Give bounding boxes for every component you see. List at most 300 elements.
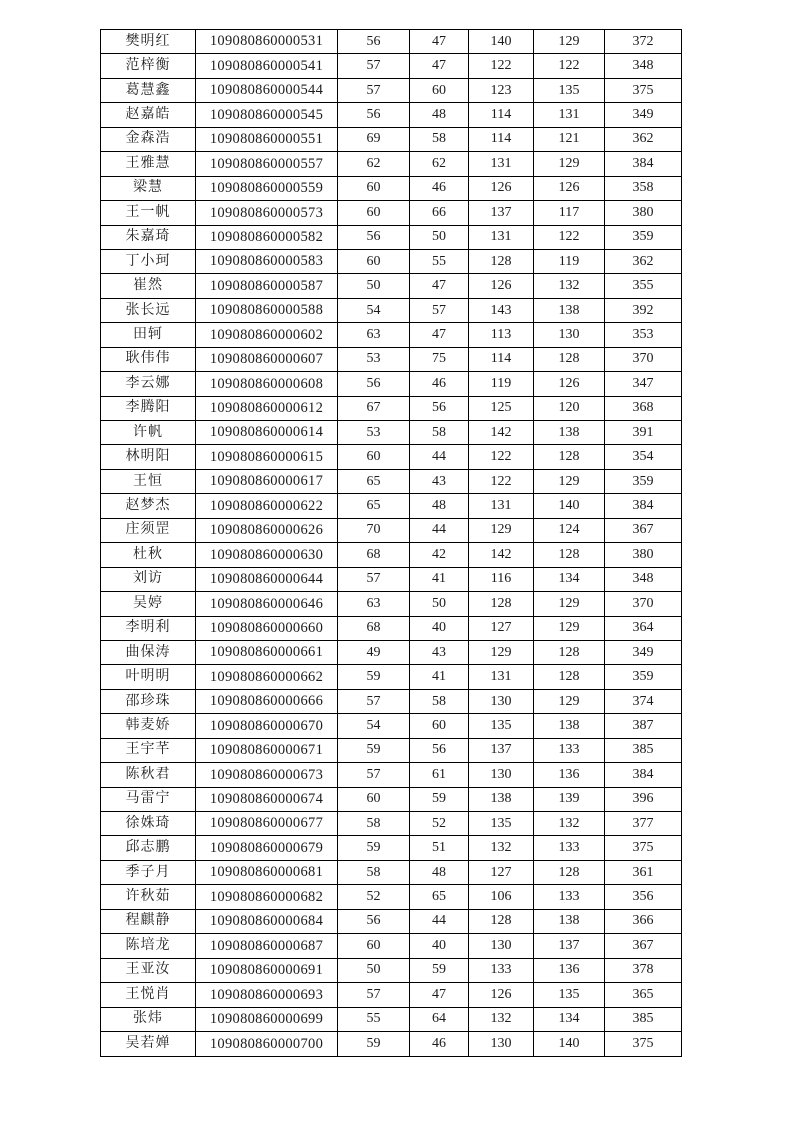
score-1: 60 [338,787,410,811]
score-1: 53 [338,347,410,371]
exam-number: 109080860000630 [196,543,338,567]
score-1: 60 [338,445,410,469]
score-4: 124 [534,518,605,542]
total-score: 385 [605,1007,682,1031]
total-score: 356 [605,885,682,909]
score-1: 57 [338,763,410,787]
exam-number: 109080860000608 [196,372,338,396]
score-4: 128 [534,665,605,689]
exam-number: 109080860000614 [196,421,338,445]
score-2: 59 [410,958,469,982]
exam-number: 109080860000682 [196,885,338,909]
student-name: 叶明明 [101,665,196,689]
score-2: 46 [410,1031,469,1056]
table-row [101,347,682,371]
score-3: 122 [469,445,534,469]
table-row [101,616,682,640]
student-name: 邱志鹏 [101,836,196,860]
total-score: 349 [605,103,682,127]
score-3: 125 [469,396,534,420]
score-2: 40 [410,934,469,958]
score-4: 128 [534,860,605,884]
score-1: 50 [338,958,410,982]
score-1: 60 [338,201,410,225]
exam-number: 109080860000644 [196,567,338,591]
exam-number: 109080860000607 [196,347,338,371]
student-name: 张炜 [101,1007,196,1031]
score-2: 56 [410,738,469,762]
score-4: 129 [534,592,605,616]
student-name: 许帆 [101,421,196,445]
exam-number: 109080860000679 [196,836,338,860]
exam-number: 109080860000583 [196,249,338,273]
score-1: 60 [338,249,410,273]
table-row [101,30,682,54]
student-name: 李明利 [101,616,196,640]
score-1: 59 [338,738,410,762]
score-3: 130 [469,689,534,713]
score-1: 56 [338,909,410,933]
score-1: 56 [338,30,410,54]
score-3: 119 [469,372,534,396]
student-name: 梁慧 [101,176,196,200]
score-1: 69 [338,127,410,151]
score-2: 47 [410,54,469,78]
score-2: 58 [410,689,469,713]
score-3: 114 [469,127,534,151]
score-4: 121 [534,127,605,151]
exam-number: 109080860000693 [196,983,338,1007]
score-3: 128 [469,249,534,273]
score-1: 49 [338,640,410,664]
score-4: 137 [534,934,605,958]
exam-number: 109080860000646 [196,592,338,616]
score-3: 130 [469,763,534,787]
score-4: 138 [534,909,605,933]
score-3: 126 [469,983,534,1007]
table-row [101,421,682,445]
score-3: 137 [469,738,534,762]
student-name: 王亚汝 [101,958,196,982]
total-score: 387 [605,714,682,738]
score-4: 122 [534,225,605,249]
score-1: 68 [338,543,410,567]
student-name: 范梓衡 [101,54,196,78]
score-2: 48 [410,103,469,127]
score-1: 58 [338,812,410,836]
score-1: 53 [338,421,410,445]
score-3: 137 [469,201,534,225]
table-row [101,469,682,493]
exam-number: 109080860000551 [196,127,338,151]
table-row [101,860,682,884]
score-3: 142 [469,421,534,445]
score-4: 129 [534,30,605,54]
score-2: 57 [410,298,469,322]
score-4: 133 [534,885,605,909]
student-name: 耿伟伟 [101,347,196,371]
total-score: 362 [605,249,682,273]
total-score: 384 [605,152,682,176]
score-3: 122 [469,54,534,78]
table-row [101,78,682,102]
score-4: 134 [534,567,605,591]
score-3: 143 [469,298,534,322]
score-1: 57 [338,54,410,78]
score-2: 66 [410,201,469,225]
student-name: 曲保涛 [101,640,196,664]
score-4: 128 [534,640,605,664]
score-3: 133 [469,958,534,982]
score-4: 117 [534,201,605,225]
score-table [100,29,682,1057]
total-score: 377 [605,812,682,836]
total-score: 391 [605,421,682,445]
score-3: 129 [469,640,534,664]
exam-number: 109080860000677 [196,812,338,836]
score-4: 135 [534,983,605,1007]
total-score: 358 [605,176,682,200]
score-1: 57 [338,78,410,102]
score-2: 46 [410,176,469,200]
score-1: 54 [338,298,410,322]
score-2: 46 [410,372,469,396]
student-name: 林明阳 [101,445,196,469]
student-name: 樊明红 [101,30,196,54]
score-1: 54 [338,714,410,738]
table-row [101,127,682,151]
table-row [101,152,682,176]
score-1: 60 [338,176,410,200]
table-row [101,225,682,249]
table-row [101,763,682,787]
score-3: 132 [469,1007,534,1031]
student-name: 张长远 [101,298,196,322]
total-score: 378 [605,958,682,982]
exam-number: 109080860000622 [196,494,338,518]
score-2: 48 [410,860,469,884]
score-1: 56 [338,372,410,396]
score-2: 44 [410,518,469,542]
score-3: 135 [469,714,534,738]
table-row [101,909,682,933]
student-name: 王悦肖 [101,983,196,1007]
score-4: 133 [534,738,605,762]
score-4: 136 [534,763,605,787]
exam-number: 109080860000691 [196,958,338,982]
total-score: 367 [605,518,682,542]
table-row [101,396,682,420]
score-1: 57 [338,689,410,713]
score-2: 40 [410,616,469,640]
exam-number: 109080860000541 [196,54,338,78]
student-name: 金森浩 [101,127,196,151]
total-score: 375 [605,836,682,860]
total-score: 370 [605,347,682,371]
score-4: 128 [534,347,605,371]
table-row [101,201,682,225]
table-row [101,494,682,518]
score-1: 68 [338,616,410,640]
score-3: 130 [469,1031,534,1056]
table-row [101,249,682,273]
total-score: 366 [605,909,682,933]
table-row [101,958,682,982]
total-score: 380 [605,201,682,225]
student-name: 陈培龙 [101,934,196,958]
score-2: 61 [410,763,469,787]
table-row [101,323,682,347]
student-name: 邵珍珠 [101,689,196,713]
table-row [101,665,682,689]
score-4: 128 [534,445,605,469]
score-3: 131 [469,152,534,176]
score-4: 138 [534,421,605,445]
score-4: 129 [534,689,605,713]
score-2: 60 [410,714,469,738]
table-row [101,445,682,469]
exam-number: 109080860000681 [196,860,338,884]
exam-number: 109080860000661 [196,640,338,664]
score-4: 136 [534,958,605,982]
student-name: 王雅慧 [101,152,196,176]
exam-number: 109080860000573 [196,201,338,225]
total-score: 361 [605,860,682,884]
score-3: 142 [469,543,534,567]
score-1: 59 [338,1031,410,1056]
score-2: 58 [410,127,469,151]
student-name: 朱嘉琦 [101,225,196,249]
exam-number: 109080860000531 [196,30,338,54]
score-3: 130 [469,934,534,958]
score-2: 55 [410,249,469,273]
student-name: 李云娜 [101,372,196,396]
score-4: 138 [534,298,605,322]
table-row [101,640,682,664]
score-2: 58 [410,421,469,445]
score-3: 122 [469,469,534,493]
score-3: 135 [469,812,534,836]
score-1: 65 [338,494,410,518]
score-2: 42 [410,543,469,567]
score-2: 60 [410,78,469,102]
exam-number: 109080860000687 [196,934,338,958]
table-row [101,274,682,298]
exam-number: 109080860000671 [196,738,338,762]
exam-number: 109080860000684 [196,909,338,933]
score-2: 75 [410,347,469,371]
total-score: 384 [605,763,682,787]
score-4: 129 [534,469,605,493]
student-name: 季子月 [101,860,196,884]
student-name: 李腾阳 [101,396,196,420]
score-2: 50 [410,225,469,249]
total-score: 359 [605,665,682,689]
score-3: 132 [469,836,534,860]
score-4: 126 [534,176,605,200]
student-name: 程麒静 [101,909,196,933]
score-4: 120 [534,396,605,420]
total-score: 370 [605,592,682,616]
score-4: 126 [534,372,605,396]
total-score: 353 [605,323,682,347]
table-row [101,934,682,958]
exam-number: 109080860000617 [196,469,338,493]
score-1: 59 [338,665,410,689]
score-3: 129 [469,518,534,542]
total-score: 364 [605,616,682,640]
score-1: 56 [338,103,410,127]
table-row [101,103,682,127]
score-4: 132 [534,812,605,836]
table-row [101,543,682,567]
student-name: 丁小珂 [101,249,196,273]
score-3: 106 [469,885,534,909]
total-score: 347 [605,372,682,396]
table-row [101,592,682,616]
score-1: 63 [338,323,410,347]
exam-number: 109080860000559 [196,176,338,200]
score-2: 44 [410,909,469,933]
student-name: 赵梦杰 [101,494,196,518]
table-row [101,518,682,542]
score-3: 138 [469,787,534,811]
table-row [101,1007,682,1031]
student-name: 庄须罡 [101,518,196,542]
score-4: 140 [534,494,605,518]
score-1: 59 [338,836,410,860]
exam-number: 109080860000626 [196,518,338,542]
exam-number: 109080860000612 [196,396,338,420]
total-score: 367 [605,934,682,958]
score-3: 127 [469,616,534,640]
total-score: 365 [605,983,682,1007]
score-1: 57 [338,983,410,1007]
score-2: 51 [410,836,469,860]
score-2: 44 [410,445,469,469]
total-score: 362 [605,127,682,151]
exam-number: 109080860000587 [196,274,338,298]
total-score: 359 [605,225,682,249]
student-name: 吴若婵 [101,1031,196,1056]
score-2: 62 [410,152,469,176]
score-2: 48 [410,494,469,518]
total-score: 372 [605,30,682,54]
student-name: 田轲 [101,323,196,347]
student-name: 杜秋 [101,543,196,567]
score-4: 129 [534,152,605,176]
table-row [101,567,682,591]
total-score: 355 [605,274,682,298]
score-3: 128 [469,592,534,616]
score-2: 56 [410,396,469,420]
table-row [101,1031,682,1056]
table-row [101,836,682,860]
table-row [101,983,682,1007]
score-4: 119 [534,249,605,273]
table-row [101,54,682,78]
total-score: 368 [605,396,682,420]
score-2: 59 [410,787,469,811]
student-name: 赵嘉皓 [101,103,196,127]
total-score: 348 [605,567,682,591]
student-name: 韩麦娇 [101,714,196,738]
score-2: 65 [410,885,469,909]
student-name: 崔然 [101,274,196,298]
score-1: 50 [338,274,410,298]
student-name: 吴婷 [101,592,196,616]
score-3: 114 [469,103,534,127]
score-4: 122 [534,54,605,78]
table-row [101,738,682,762]
score-2: 47 [410,983,469,1007]
total-score: 385 [605,738,682,762]
score-3: 123 [469,78,534,102]
score-4: 128 [534,543,605,567]
score-4: 140 [534,1031,605,1056]
total-score: 392 [605,298,682,322]
score-3: 131 [469,225,534,249]
score-4: 131 [534,103,605,127]
total-score: 380 [605,543,682,567]
table-row [101,787,682,811]
exam-number: 109080860000662 [196,665,338,689]
score-2: 41 [410,665,469,689]
score-3: 126 [469,176,534,200]
score-3: 131 [469,665,534,689]
table-row [101,885,682,909]
score-1: 57 [338,567,410,591]
table-row [101,714,682,738]
score-3: 114 [469,347,534,371]
student-name: 徐姝琦 [101,812,196,836]
table-row [101,812,682,836]
table-row [101,372,682,396]
exam-number: 109080860000666 [196,689,338,713]
score-4: 133 [534,836,605,860]
score-3: 131 [469,494,534,518]
total-score: 374 [605,689,682,713]
student-name: 陈秋君 [101,763,196,787]
score-4: 138 [534,714,605,738]
score-1: 62 [338,152,410,176]
score-4: 134 [534,1007,605,1031]
score-3: 116 [469,567,534,591]
exam-number: 109080860000545 [196,103,338,127]
total-score: 384 [605,494,682,518]
student-name: 王一帆 [101,201,196,225]
total-score: 396 [605,787,682,811]
score-2: 43 [410,469,469,493]
exam-number: 109080860000544 [196,78,338,102]
exam-number: 109080860000615 [196,445,338,469]
exam-number: 109080860000557 [196,152,338,176]
score-1: 65 [338,469,410,493]
table-row [101,298,682,322]
score-2: 50 [410,592,469,616]
score-4: 129 [534,616,605,640]
exam-number: 109080860000588 [196,298,338,322]
score-3: 140 [469,30,534,54]
exam-number: 109080860000674 [196,787,338,811]
score-4: 132 [534,274,605,298]
score-1: 58 [338,860,410,884]
total-score: 349 [605,640,682,664]
score-3: 127 [469,860,534,884]
score-3: 113 [469,323,534,347]
score-table-body [101,30,682,1057]
total-score: 375 [605,1031,682,1056]
